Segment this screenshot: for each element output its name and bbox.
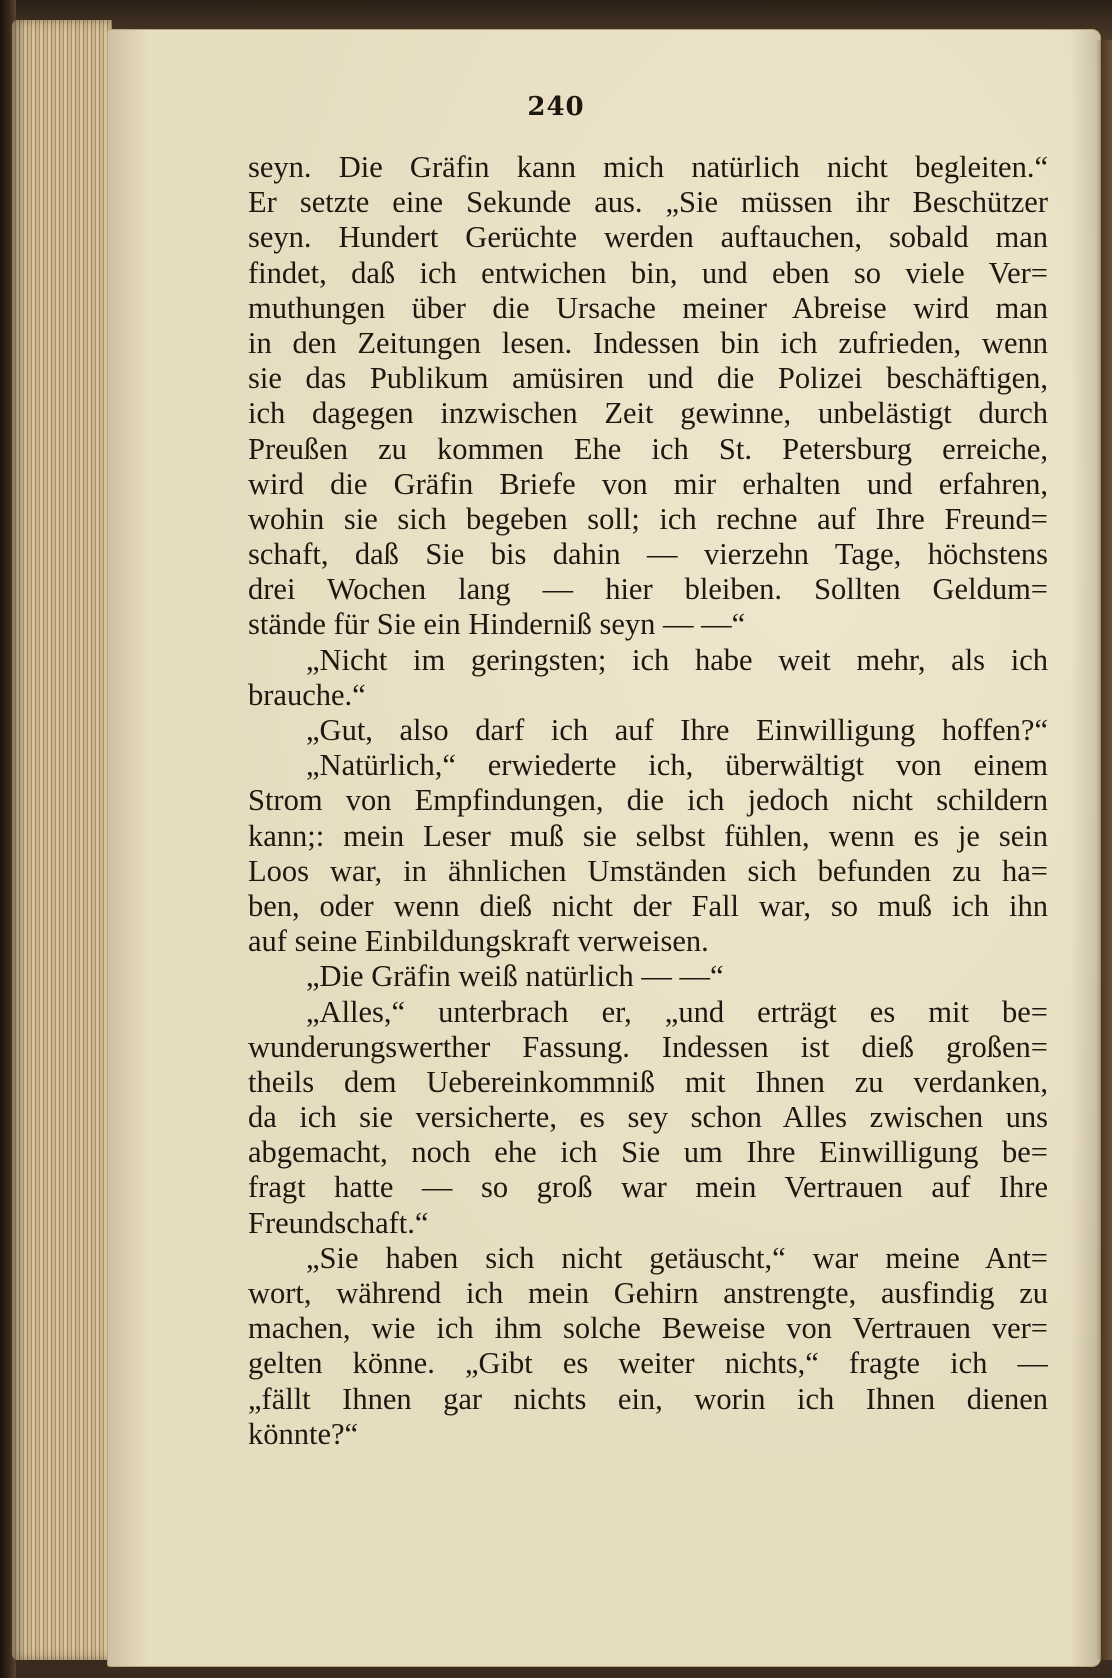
text-line: stände für Sie ein Hinderniß seyn — —“ [248,607,746,642]
text-line: Strom von Empfindungen, die ich jedoch nicht schildern [248,783,1048,818]
text-line: auf seine Einbildungskraft verweisen. [248,924,709,959]
text-line: drei Wochen lang — hier bleiben. Sollten Geldum= [248,572,1048,607]
text-line: wird die Gräfin Briefe von mir erhalten und erfahren, [248,466,1048,501]
text-line: „Alles,“ unterbrach er, „und erträgt es mit be= [306,994,1048,1029]
text-line: wort, während ich mein Gehirn anstrengte, ausfindig zu [248,1276,1048,1310]
text-line: kann;: mein Leser muß sie selbst fühlen, wenn es je sein [248,818,1048,853]
text-line: „Nicht im geringsten; ich habe weit mehr, als ich [306,642,1048,677]
text-line: machen, wie ich ihm solche Beweise von Vertrauen ver= [248,1311,1048,1346]
text-line: sie das Publikum amüsiren und die Polizei beschäftigen, [248,361,1048,396]
text-line: Freundschaft.“ [248,1205,429,1240]
text-line: schaft, daß Sie bis dahin — vierzehn Tage, höchstens [248,537,1048,572]
text-line: abgemacht, noch ehe ich Sie um Ihre Einwilligung be= [248,1135,1048,1170]
text-line: „Gut, also darf ich auf Ihre Einwilligung hoffen?“ [306,713,1048,747]
text-line: seyn. Die Gräfin kann mich natürlich nicht begleiten.“ [248,150,1048,184]
text-line: fragt hatte — so groß war mein Vertrauen auf Ihre [248,1170,1048,1205]
text-line: findet, daß ich entwichen bin, und eben so viele Ver= [248,255,1048,290]
text-line: gelten könne. „Gibt es weiter nichts,“ fragte ich — [248,1346,1048,1381]
text-line: wunderungswerther Fassung. Indessen ist dieß großen= [248,1029,1048,1064]
text-line: ben, oder wenn dieß nicht der Fall war, so muß ich ihn [248,888,1048,923]
text-line: „Natürlich,“ erwiederte ich, überwältigt von einem [306,748,1048,783]
text-line: Preußen zu kommen Ehe ich St. Petersburg erreiche, [248,431,1048,466]
text-line: ich dagegen inzwischen Zeit gewinne, unbelästigt durch [248,396,1048,431]
stacked-page-edges [12,20,112,1660]
text-line: „fällt Ihnen gar nichts ein, worin ich Ihnen dienen [248,1381,1048,1416]
page-body-text [248,150,1048,1452]
text-line: brauche.“ [248,677,366,712]
text-line: könnte?“ [248,1416,359,1451]
page-right-edge [1096,40,1112,1660]
text-line: seyn. Hundert Gerüchte werden auftauchen, sobald man [248,220,1048,255]
text-line: „Sie haben sich nicht getäuscht,“ war meine Ant= [306,1240,1048,1275]
text-line: Er setzte eine Sekunde aus. „Sie müssen ihr Beschützer [248,185,1048,220]
text-line: da ich sie versicherte, es sey schon Alles zwischen uns [248,1100,1048,1135]
text-line: theils dem Uebereinkommniß mit Ihnen zu verdanken, [248,1064,1048,1099]
text-line: muthungen über die Ursache meiner Abreise wird man [248,290,1048,325]
text-line: „Die Gräfin weiß natürlich — —“ [306,959,724,994]
text-line: in den Zeitungen lesen. Indessen bin ich zufrieden, wenn [248,325,1048,360]
page-number: 240 [527,92,585,122]
text-line: wohin sie sich begeben soll; ich rechne auf Ihre Freund= [248,501,1048,536]
text-line: Loos war, in ähnlichen Umständen sich befunden zu ha= [248,853,1048,888]
